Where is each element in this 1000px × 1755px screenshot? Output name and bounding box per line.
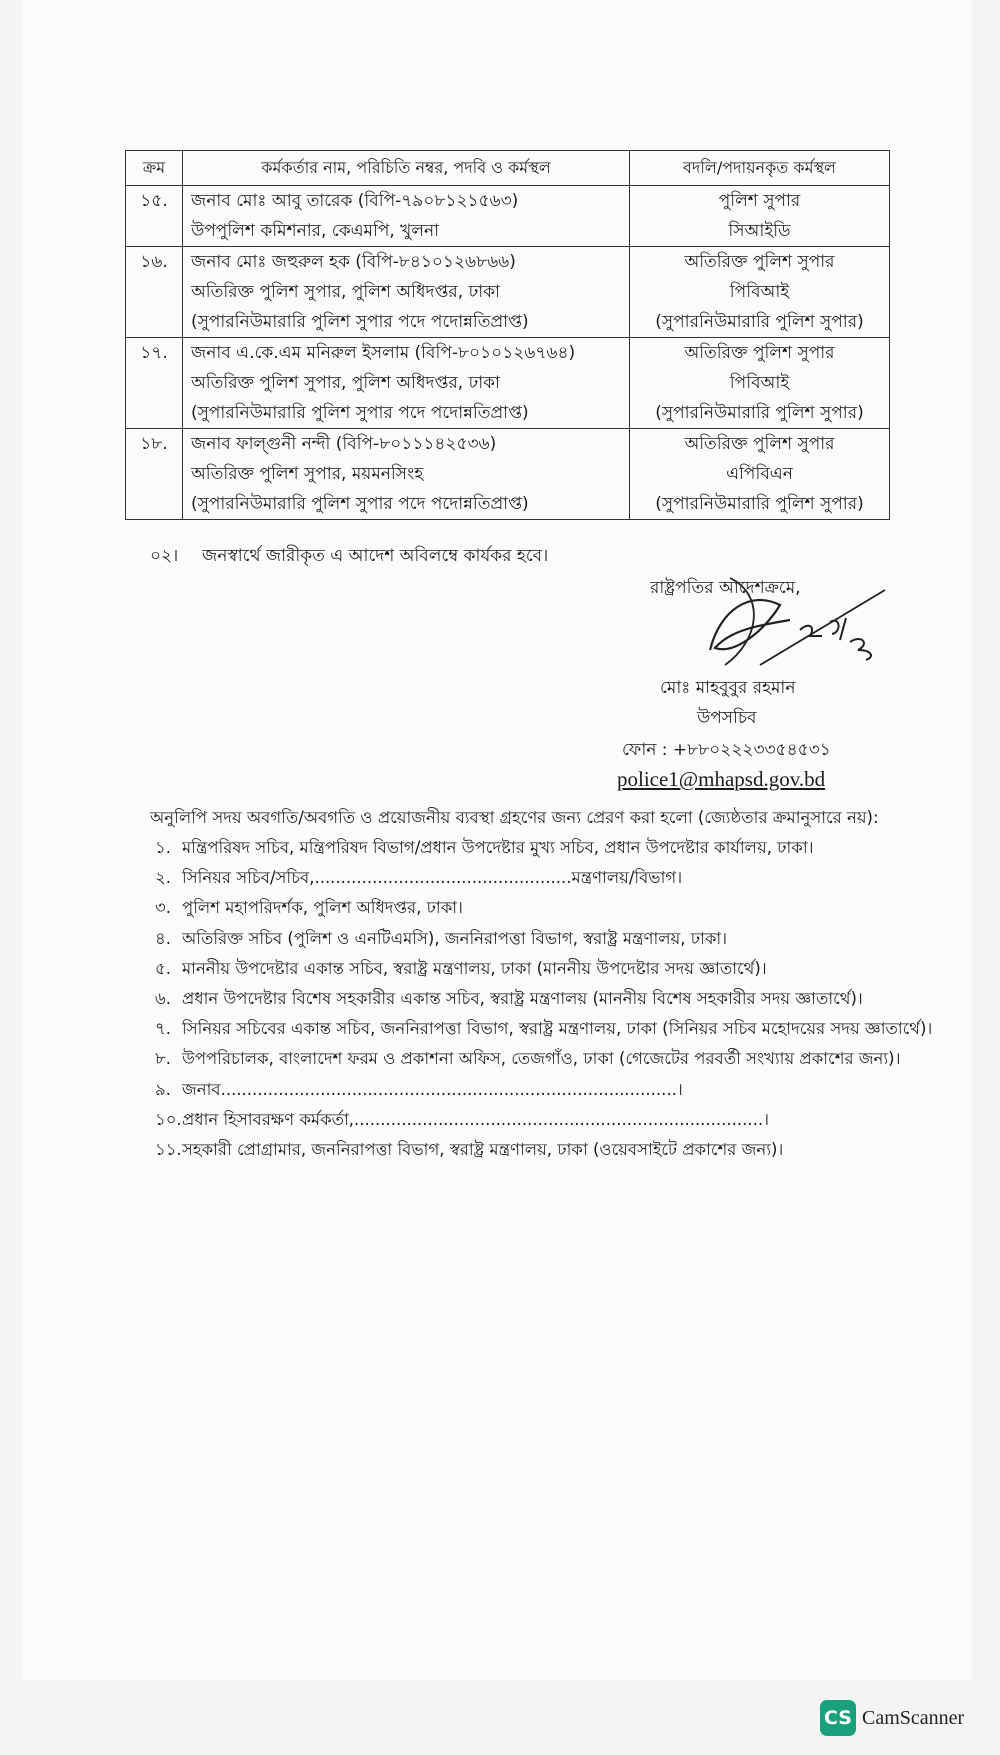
list-item-number: ৪. — [155, 928, 171, 948]
signatory-name: মোঃ মাহবুবুর রহমান — [660, 678, 796, 698]
list-item — [155, 833, 932, 863]
list-item-number: ৩. — [155, 898, 171, 918]
row-officer — [183, 429, 630, 520]
list-item-number: ১১. — [155, 1139, 182, 1159]
officer-name-line: জনাব মোঃ জহুরুল হক (বিপি-৮৪১০১২৬৮৬৬) — [191, 252, 516, 272]
list-item-text: প্রধান হিসাবরক্ষণ কর্মকর্তা,..............................................................................। — [182, 1109, 770, 1129]
list-item-text: মন্ত্রিপরিষদ সচিব, মন্ত্রিপরিষদ বিভাগ/প্রধান উপদেষ্টার মুখ্য সচিব, প্রধান উপদেষ্টার কার্যালয়, ঢাকা। — [182, 838, 814, 857]
officer-current-post: অতিরিক্ত পুলিশ সুপার, ময়মনসিংহ — [191, 464, 424, 484]
list-item-text: প্রধান উপদেষ্টার বিশেষ সহকারীর একান্ত সচিব, স্বরাষ্ট্র মন্ত্রণালয় (মাননীয় বিশেষ সহকারীর সদয় জ্ঞাতার্থে)। — [182, 988, 863, 1008]
list-item-number: ৭. — [155, 1019, 171, 1039]
row-posting — [630, 247, 890, 338]
posting-line: অতিরিক্ত পুলিশ সুপার — [684, 434, 835, 454]
camscanner-watermark — [820, 1700, 964, 1736]
posting-line: অতিরিক্ত পুলিশ সুপার — [684, 343, 835, 363]
officer-promotion-note: (সুপারনিউমারারি পুলিশ সুপার পদে পদোন্নতিপ্রাপ্ত) — [191, 403, 529, 423]
row-posting — [630, 186, 890, 247]
header-posting: বদলি/পদায়নকৃত কর্মস্থল — [630, 151, 890, 186]
camscanner-brand: CamScanner — [862, 1706, 965, 1729]
row-officer — [183, 338, 630, 429]
list-item-number: ৫. — [155, 958, 171, 978]
row-officer — [183, 186, 630, 247]
posting-line: অতিরিক্ত পুলিশ সুপার — [684, 252, 835, 272]
copy-intro: অনুলিপি সদয় অবগতি/অবগতি ও প্রয়োজনীয় ব্যবস্থা গ্রহণের জন্য প্রেরণ করা হলো (জ্যেষ্ঠতার ক্রমানুসারে নয়): — [150, 808, 879, 827]
list-item-text: জনাব.......................................................................................। — [182, 1079, 683, 1099]
posting-line: পিবিআই — [729, 373, 790, 393]
posting-line: (সুপারনিউমারারি পুলিশ সুপার) — [655, 403, 864, 423]
posting-line: এপিবিএন — [726, 464, 793, 484]
order-line: রাষ্ট্রপতির আদেশক্রমে, — [650, 578, 801, 598]
officer-name-line: জনাব ফাল্গুনী নন্দী (বিপি-৮০১১১৪২৫৩৬) — [191, 434, 497, 454]
list-item — [155, 1105, 932, 1135]
list-item-text: সিনিয়র সচিবের একান্ত সচিব, জননিরাপত্তা বিভাগ, স্বরাষ্ট্র মন্ত্রণালয়, ঢাকা (সিনিয়র সচিব মহোদয়ের সদয় জ্ঞাতার্থে)। — [182, 1019, 933, 1039]
list-item-number: ১০. — [155, 1109, 182, 1129]
transfer-table — [125, 150, 890, 520]
camscanner-logo-icon: CS — [820, 1700, 856, 1736]
officer-name-line: জনাব মোঃ আবু তারেক (বিপি-৭৯০৮১২১৫৬৩) — [191, 191, 519, 211]
officer-promotion-note: (সুপারনিউমারারি পুলিশ সুপার পদে পদোন্নতিপ্রাপ্ত) — [191, 312, 529, 332]
list-item-text: উপপরিচালক, বাংলাদেশ ফরম ও প্রকাশনা অফিস, তেজগাঁও, ঢাকা (গেজেটের পরবর্তী সংখ্যায় প্রকাশের জন্য)। — [182, 1049, 901, 1069]
list-item-number: ৮. — [155, 1049, 171, 1069]
header-name: কর্মকর্তার নাম, পরিচিতি নম্বর, পদবি ও কর্মস্থল — [183, 151, 630, 186]
signatory-title: উপসচিব — [697, 708, 757, 728]
table-row — [126, 429, 890, 520]
row-serial: ১৬. — [126, 247, 183, 338]
header-serial: ক্রম — [126, 151, 183, 186]
officer-name-line: জনাব এ.কে.এম মনিরুল ইসলাম (বিপি-৮০১০১২৬৭৬৪) — [191, 343, 576, 363]
row-serial: ১৭. — [126, 338, 183, 429]
list-item — [155, 1135, 932, 1165]
row-officer — [183, 247, 630, 338]
table-row — [126, 247, 890, 338]
posting-line: পিবিআই — [729, 282, 790, 302]
list-item-text: সিনিয়র সচিব/সচিব,.................................................মন্ত্রণালয়/বিভাগ। — [182, 868, 683, 888]
list-item-text: মাননীয় উপদেষ্টার একান্ত সচিব, স্বরাষ্ট্র মন্ত্রণালয়, ঢাকা (মাননীয় উপদেষ্টার সদয় জ্ঞাতার্থে)। — [182, 958, 767, 978]
table-row — [126, 338, 890, 429]
row-posting — [630, 338, 890, 429]
copy-recipient-list — [155, 833, 932, 1165]
effect-note — [150, 543, 548, 571]
effect-note-text: জনস্বার্থে জারীকৃত এ আদেশ অবিলম্বে কার্যকর হবে। — [202, 546, 549, 566]
officer-current-post: অতিরিক্ত পুলিশ সুপার, পুলিশ অধিদপ্তর, ঢাকা — [191, 282, 500, 302]
list-item-text: সহকারী প্রোগ্রামার, জননিরাপত্তা বিভাগ, স্বরাষ্ট্র মন্ত্রণালয়, ঢাকা (ওয়েবসাইটে প্রকাশের জন্য)। — [182, 1139, 784, 1159]
effect-note-number: ০২। — [150, 546, 179, 566]
list-item — [155, 1044, 932, 1074]
list-item — [155, 893, 932, 923]
row-serial: ১৮. — [126, 429, 183, 520]
list-item-number: ৯. — [155, 1079, 171, 1099]
row-posting — [630, 429, 890, 520]
list-item — [155, 863, 932, 893]
officer-current-post: অতিরিক্ত পুলিশ সুপার, পুলিশ অধিদপ্তর, ঢাকা — [191, 373, 500, 393]
posting-line: (সুপারনিউমারারি পুলিশ সুপার) — [655, 494, 864, 514]
list-item — [155, 954, 932, 984]
list-item-number: ৬. — [155, 988, 171, 1008]
list-item — [155, 924, 932, 954]
list-item-text: অতিরিক্ত সচিব (পুলিশ ও এনটিএমসি), জননিরাপত্তা বিভাগ, স্বরাষ্ট্র মন্ত্রণালয়, ঢাকা। — [182, 928, 728, 948]
list-item-text: পুলিশ মহাপরিদর্শক, পুলিশ অধিদপ্তর, ঢাকা। — [182, 898, 463, 918]
signatory-email: police1@mhapsd.gov.bd — [617, 767, 826, 791]
posting-line: (সুপারনিউমারারি পুলিশ সুপার) — [655, 312, 864, 332]
handwritten-signature — [690, 570, 890, 680]
table-header-row — [126, 151, 890, 186]
list-item — [155, 984, 932, 1014]
table-row — [126, 186, 890, 247]
row-serial: ১৫. — [126, 186, 183, 247]
posting-line: সিআইডি — [728, 221, 791, 241]
signatory-phone: ফোন : +৮৮০২২২৩৩৫৪৫৩১ — [622, 740, 831, 760]
officer-current-post: উপপুলিশ কমিশনার, কেএমপি, খুলনা — [191, 221, 440, 241]
posting-line: পুলিশ সুপার — [718, 191, 801, 211]
list-item-number: ২. — [155, 868, 171, 888]
list-item-number: ১. — [155, 838, 171, 857]
officer-promotion-note: (সুপারনিউমারারি পুলিশ সুপার পদে পদোন্নতিপ্রাপ্ত) — [191, 494, 529, 514]
list-item — [155, 1014, 932, 1044]
list-item — [155, 1075, 932, 1105]
